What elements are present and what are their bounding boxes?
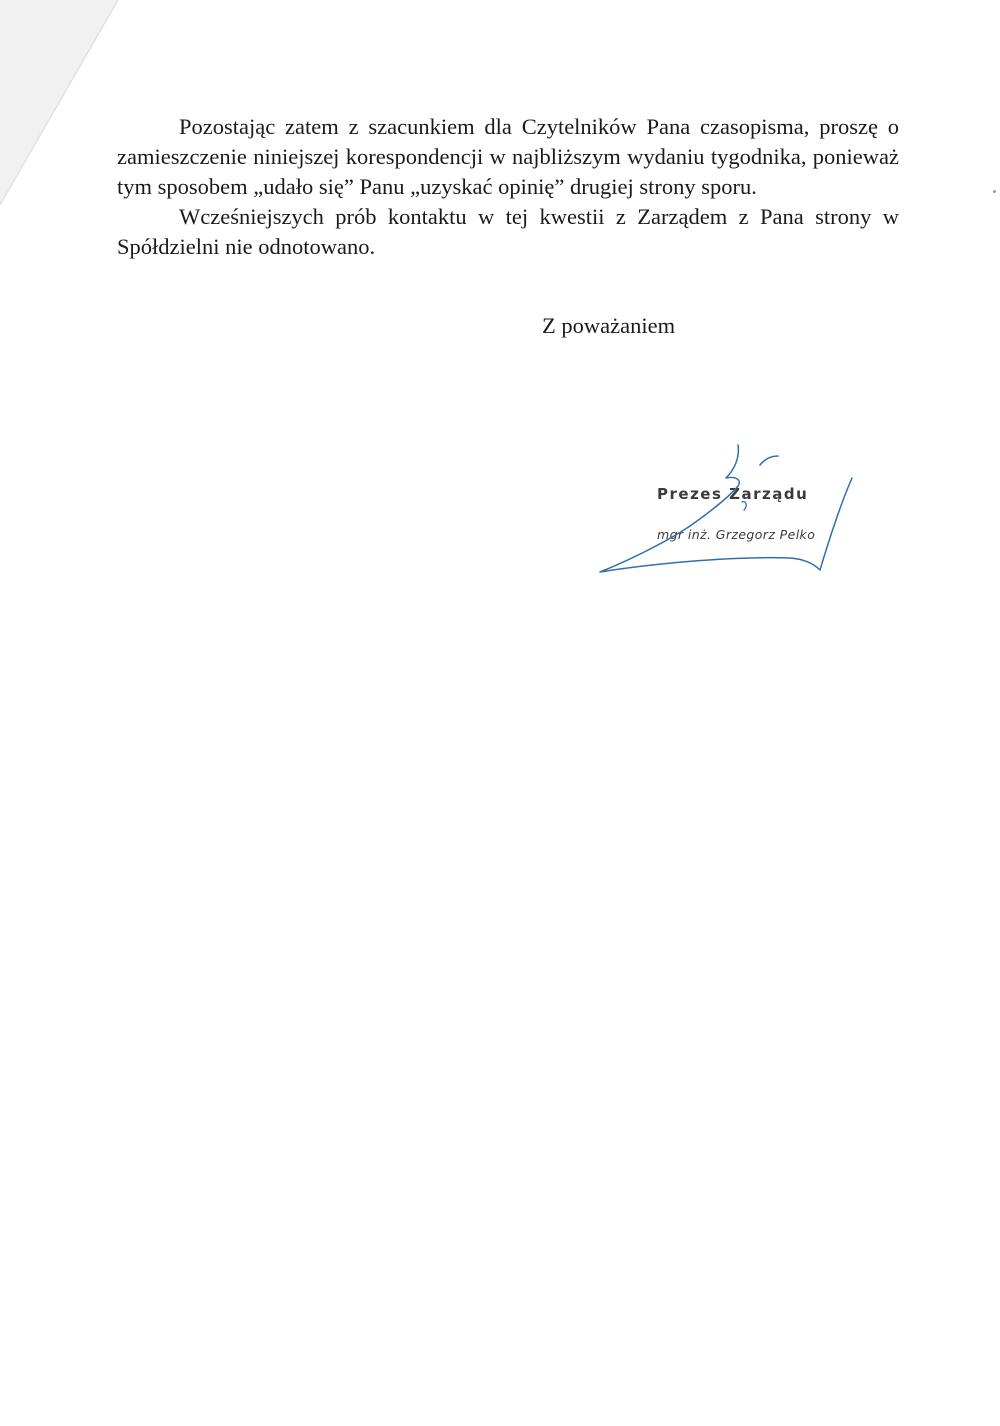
paragraph-no-contact: Wcześniejszych prób kontaktu w tej kwestii z Zarządem z Pana strony w Spółdzielni nie odnotowano. [117,204,899,259]
stamp-name: mgr inż. Grzegorz Pelko [657,527,816,542]
letter-body [117,112,899,262]
stamp-title: Prezes Zarządu [657,485,809,503]
closing-salutation: Z poważaniem [542,313,676,338]
paragraph-request: Pozostając zatem z szacunkiem dla Czytelników Pana czasopisma, proszę o zamieszczenie niniejszej korespondencji w najbliższym wydaniu tygodnika, ponieważ tym sposobem „udało się” Panu „uzyskać opinię” drugiej strony sporu. [117,114,899,199]
handwritten-signature [590,430,870,590]
scan-speck [993,190,996,193]
